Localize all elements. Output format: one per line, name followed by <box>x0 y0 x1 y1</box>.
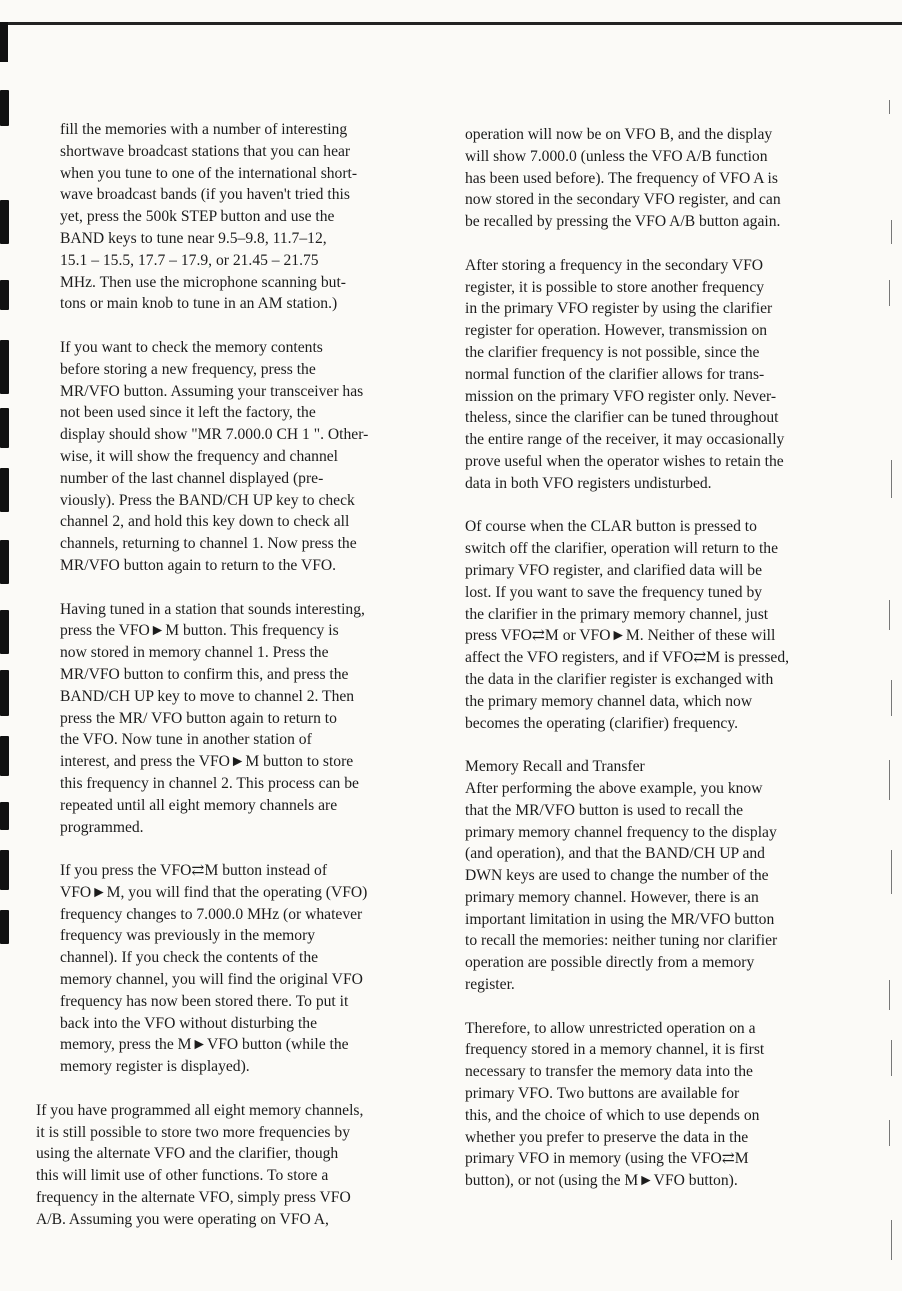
paragraph-check-memory: If you want to check the memory contents before storing a new frequency, press the MR/VFO button. Assuming your transceiver has not been used since it left the factory, the display should show "MR 7.000.0 CH 1 ". Other- wise, it will show the frequency and channel number of the last channel displayed (pre- viously). Press the BAND/CH UP key to check channel 2, and hold this key down to check all channels, returning to channel 1. Now press the MR/VFO button again to return to the VFO. <box>60 338 369 574</box>
paragraph-vfo-exchange: If you press the VFO⇄M button instead of VFO►M, you will find that the operating (VFO) frequency changes to 7.000.0 MHz (or whatever frequency was previously in the memory channel). If you check the contents of the memory channel, you will find the original VFO frequency has now been stored there. To put it back into the VFO without disturbing the memory, press the M►VFO button (while the memory register is displayed). <box>60 862 368 1076</box>
paragraph-store-station: Having tuned in a station that sounds interesting, press the VFO►M button. This frequency is now stored in memory channel 1. Press the MR/VFO button to confirm this, and press the BAND/CH UP key to move to channel 2. Then press the MR/ VFO button again to return to the VFO. Now tune in another station of interest, and press the VFO►M button to store this frequency in channel 2. This process can be repeated until all eight memory channels are programmed. <box>60 600 365 836</box>
top-rule <box>0 22 902 25</box>
section-heading-memory-recall: Memory Recall and Transfer <box>465 758 645 776</box>
paragraph-clarifier-register: After storing a frequency in the secondary VFO register, it is possible to store another frequency in the primary VFO register by using the clarifier register for operation. However, transmission on the clarifier frequency is not possible, since the normal function of the clarifier allows for trans- mission on the primary VFO register only. Never- theless, since the clarifier can be tuned throughout the entire range of the receiver, it may occasionally prove useful when the operator wishes to retain the data in both VFO registers undisturbed. <box>465 256 785 492</box>
left-column <box>36 119 422 1231</box>
scan-corner-mark <box>0 22 8 62</box>
binding-marks <box>0 90 10 1290</box>
right-column <box>465 124 845 1192</box>
paragraph-alternate-vfo: If you have programmed all eight memory channels, it is still possible to store two more frequencies by using the alternate VFO and the clarifier, though this will limit use of other functions. To store a frequency in the alternate VFO, simply press VFO A/B. Assuming you were operating on VFO A, <box>36 1101 364 1228</box>
paragraph-memory-transfer: Therefore, to allow unrestricted operation on a frequency stored in a memory channel, it is first necessary to transfer the memory data into the primary VFO. Two buttons are available for this, and the choice of which to use depends on whether you prefer to preserve the data in the primary VFO in memory (using the VFO⇄M button), or not (using the M►VFO button). <box>465 1019 765 1190</box>
paragraph-memory-recall: After performing the above example, you know that the MR/VFO button is used to recall the primary memory channel frequency to the display (and operation), and that the BAND/CH UP and DWN keys are used to change the number of the primary memory channel. However, there is an important limitation in using the MR/VFO button to recall the memories: neither tuning nor clarifier operation are possible directly from a memory register. <box>465 779 778 994</box>
page-edge-marks <box>880 60 902 1280</box>
paragraph-memory-fill: fill the memories with a number of interesting shortwave broadcast stations that you can hear when you tune to one of the international short- wave broadcast bands (if you haven't tried this yet, press the 500k STEP button and use the BAND keys to tune near 9.5–9.8, 11.7–12, 15.1 – 15.5, 17.7 – 17.9, or 21.45 – 21.75 MHz. Then use the microphone scanning but- tons or main knob to tune in an AM station.) <box>60 121 358 313</box>
paragraph-vfo-b: operation will now be on VFO B, and the display will show 7.000.0 (unless the VFO A/B function has been used before). The frequency of VFO A is now stored in the secondary VFO register, and can be recalled by pressing the VFO A/B button again. <box>465 126 781 231</box>
paragraph-clar-button: Of course when the CLAR button is pressed to switch off the clarifier, operation will return to the primary VFO register, and clarified data will be lost. If you want to save the frequency tuned by the clarifier in the primary memory channel, just press VFO⇄M or VFO►M. Neither of these will affect the VFO registers, and if VFO⇄M is pressed, the data in the clarifier register is exchanged with the primary memory channel data, which now becomes the operating (clarifier) frequency. <box>465 518 790 732</box>
